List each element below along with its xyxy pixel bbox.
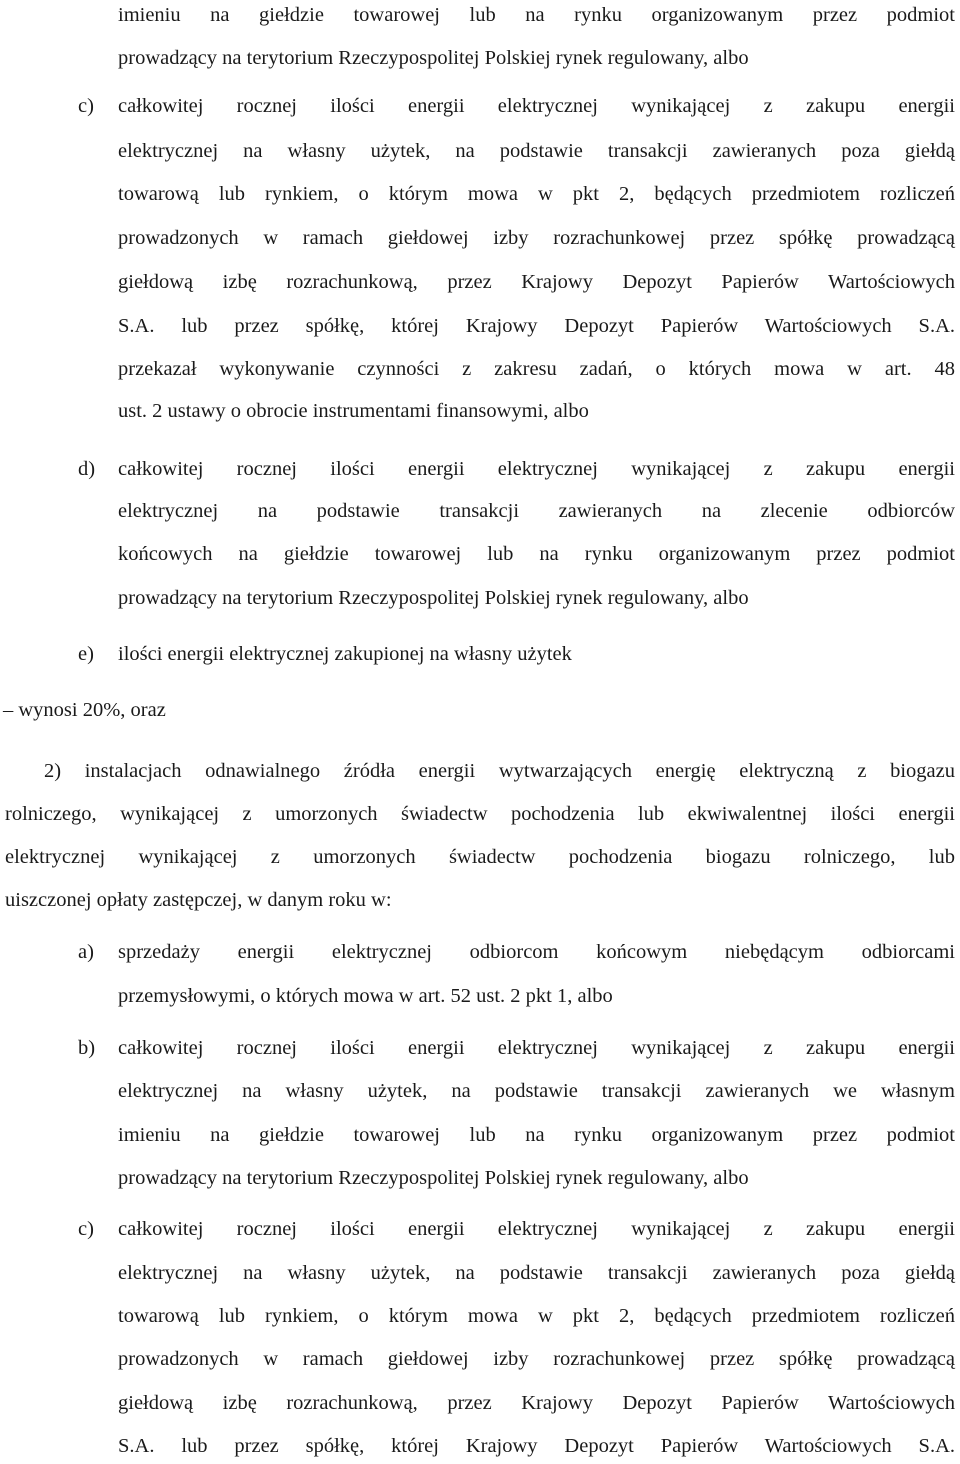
list-label-b: b) (78, 1037, 96, 1059)
b-item-line: całkowitej rocznej ilości energii elektrycznej wynikającej z zakupu energii (118, 1037, 955, 1059)
c-item-line: ust. 2 ustawy o obrocie instrumentami finansowymi, albo (118, 400, 589, 422)
a-item-line: sprzedaży energii elektrycznej odbiorcom końcowym niebędącym odbiorcami (118, 941, 955, 963)
a-item-line: przemysłowymi, o których mowa w art. 52 ust. 2 pkt 1, albo (118, 985, 613, 1007)
c-item-line: towarową lub rynkiem, o którym mowa w pkt 2, będących przedmiotem rozliczeń (118, 183, 955, 205)
point-2-line: rolniczego, wynikającej z umorzonych świadectw pochodzenia lub ekwiwalentnej ilości energii (5, 803, 955, 825)
b-item-line: imieniu na giełdzie towarowej lub na rynku organizowanym przez podmiot (118, 1124, 955, 1146)
e-item-line: ilości energii elektrycznej zakupionej na własny użytek (118, 643, 572, 665)
list-label-a: a) (78, 941, 94, 963)
c-item-line: elektrycznej na własny użytek, na podstawie transakcji zawieranych poza giełdą (118, 140, 955, 162)
c-item-line: prowadzonych w ramach giełdowej izby rozrachunkowej przez spółkę prowadzącą (118, 1348, 955, 1370)
point-2-line: 2) instalacjach odnawialnego źródła energii wytwarzających energię elektryczną z biogazu (44, 760, 955, 782)
d-item-line: prowadzący na terytorium Rzeczypospolitej Polskiej rynek regulowany, albo (118, 587, 749, 609)
c-item-line: prowadzonych w ramach giełdowej izby rozrachunkowej przez spółkę prowadzącą (118, 227, 955, 249)
c-item-line: całkowitej rocznej ilości energii elektrycznej wynikającej z zakupu energii (118, 95, 955, 117)
list-label-d: d) (78, 458, 96, 480)
c-item-line: S.A. lub przez spółkę, której Krajowy Depozyt Papierów Wartościowych S.A. (118, 315, 955, 337)
b-item-line: elektrycznej na własny użytek, na podstawie transakcji zawieranych we własnym (118, 1080, 955, 1102)
wynosi-line: – wynosi 20%, oraz (3, 699, 166, 721)
c-item-line: przekazał wykonywanie czynności z zakresu zadań, o których mowa w art. 48 (118, 358, 955, 380)
c-item-line: elektrycznej na własny użytek, na podstawie transakcji zawieranych poza giełdą (118, 1262, 955, 1284)
point-2-line: uiszczonej opłaty zastępczej, w danym roku w: (5, 889, 392, 911)
c-cont-line: prowadzący na terytorium Rzeczypospolitej Polskiej rynek regulowany, albo (118, 47, 749, 69)
b-item-line: prowadzący na terytorium Rzeczypospolitej Polskiej rynek regulowany, albo (118, 1167, 749, 1189)
list-label-e: e) (78, 643, 94, 665)
d-item-line: całkowitej rocznej ilości energii elektrycznej wynikającej z zakupu energii (118, 458, 955, 480)
list-label-c: c) (78, 1218, 94, 1240)
c-item-line: giełdową izbę rozrachunkową, przez Krajowy Depozyt Papierów Wartościowych (118, 271, 955, 293)
point-2-line: elektrycznej wynikającej z umorzonych świadectw pochodzenia biogazu rolniczego, lub (5, 846, 955, 868)
d-item-line: końcowych na giełdzie towarowej lub na rynku organizowanym przez podmiot (118, 543, 955, 565)
c-item-line: S.A. lub przez spółkę, której Krajowy Depozyt Papierów Wartościowych S.A. (118, 1435, 955, 1457)
c-item-line: giełdową izbę rozrachunkową, przez Krajowy Depozyt Papierów Wartościowych (118, 1392, 955, 1414)
c-item-line: towarową lub rynkiem, o którym mowa w pkt 2, będących przedmiotem rozliczeń (118, 1305, 955, 1327)
list-label-c: c) (78, 95, 94, 117)
c-cont-line: imieniu na giełdzie towarowej lub na rynku organizowanym przez podmiot (118, 4, 955, 26)
c-item-line: całkowitej rocznej ilości energii elektrycznej wynikającej z zakupu energii (118, 1218, 955, 1240)
d-item-line: elektrycznej na podstawie transakcji zawieranych na zlecenie odbiorców (118, 500, 955, 522)
